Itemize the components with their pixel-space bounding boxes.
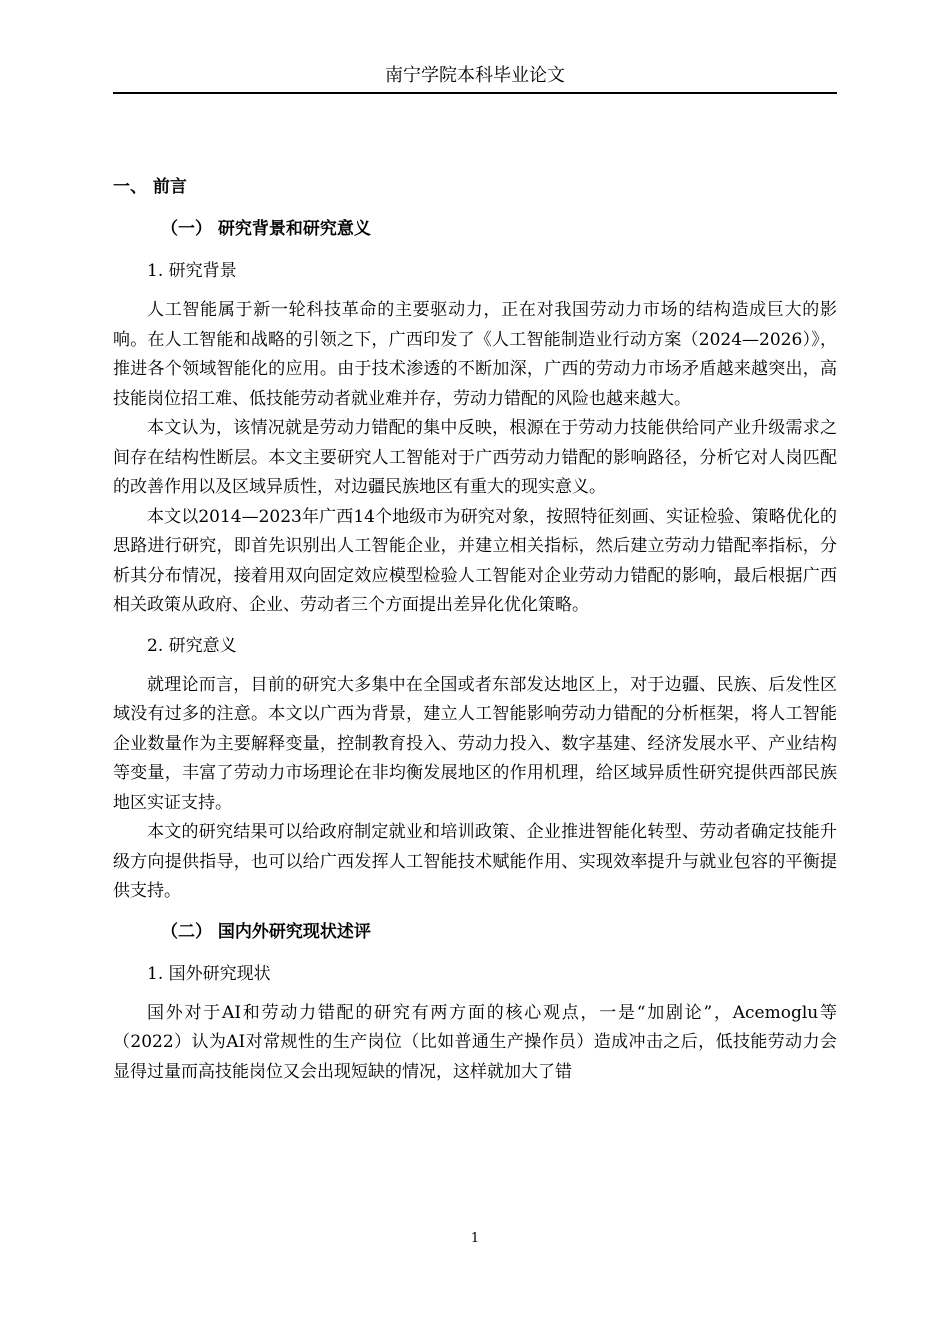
paragraph: 本文认为，该情况就是劳动力错配的集中反映，根源在于劳动力技能供给同产业升级需求之间存在结构性断层。本文主要研究人工智能对于广西劳动力错配的影响路径，分析它对人岗匹配的改善作用以及区域异质性，对边疆民族地区有重大的现实意义。	[113, 418, 837, 497]
paragraph: 本文以2014—2023年广西14个地级市为研究对象，按照特征刻画、实证检验、策略优化的思路进行研究，即首先识别出人工智能企业，并建立相关指标，然后建立劳动力错配率指标，分析其分布情况，接着用双向固定效应模型检验人工智能对企业劳动力错配的影响，最后根据广西相关政策从政府、企业、劳动者三个方面提出差异化优化策略。	[113, 506, 837, 615]
section-heading: 一、 前言	[113, 177, 187, 197]
paragraph: 人工智能属于新一轮科技革命的主要驱动力，正在对我国劳动力市场的结构造成巨大的影响。在人工智能和战略的引领之下，广西印发了《人工智能制造业行动方案（2024—2026）》，推进各个领域智能化的应用。由于技术渗透的不断加深，广西的劳动力市场矛盾越来越突出，高技能岗位招工难、低技能劳动者就业难并存，劳动力错配的风险也越来越大。	[113, 300, 837, 409]
paragraph: 本文的研究结果可以给政府制定就业和培训政策、企业推进智能化转型、劳动者确定技能升级方向提供指导，也可以给广西发挥人工智能技术赋能作用、实现效率提升与就业包容的平衡提供支持。	[113, 822, 837, 901]
page-body	[113, 170, 837, 1087]
running-header	[113, 62, 837, 94]
subsection-heading-background-significance: （一） 研究背景和研究意义	[161, 219, 371, 239]
subsection-heading-literature-review: （二） 国内外研究现状述评	[161, 921, 371, 942]
paragraph: 就理论而言，目前的研究大多集中在全国或者东部发达地区上，对于边疆、民族、后发性区域没有过多的注意。本文以广西为背景，建立人工智能影响劳动力错配的分析框架，将人工智能企业数量作为主要解释变量，控制教育投入、劳动力投入、数字基建、经济发展水平、产业结构等变量，丰富了劳动力市场理论在非均衡发展地区的作用机理，给区域异质性研究提供西部民族地区实证支持。	[113, 674, 837, 813]
subsubsection-heading-significance: 2. 研究意义	[147, 635, 237, 656]
subsubsection-heading-foreign-research: 1. 国外研究现状	[147, 963, 271, 984]
paragraph: 国外对于AI和劳动力错配的研究有两方面的核心观点，一是“加剧论”，Acemoglu等（2022）认为AI对常规性的生产岗位（比如普通生产操作员）造成冲击之后，低技能劳动力会显得过量而高技能岗位又会出现短缺的情况，这样就加大了错	[113, 1002, 837, 1082]
subsubsection-heading-background: 1. 研究背景	[147, 261, 237, 281]
page-number: 1	[470, 1231, 480, 1246]
header-title: 南宁学院本科毕业论文	[385, 65, 565, 86]
